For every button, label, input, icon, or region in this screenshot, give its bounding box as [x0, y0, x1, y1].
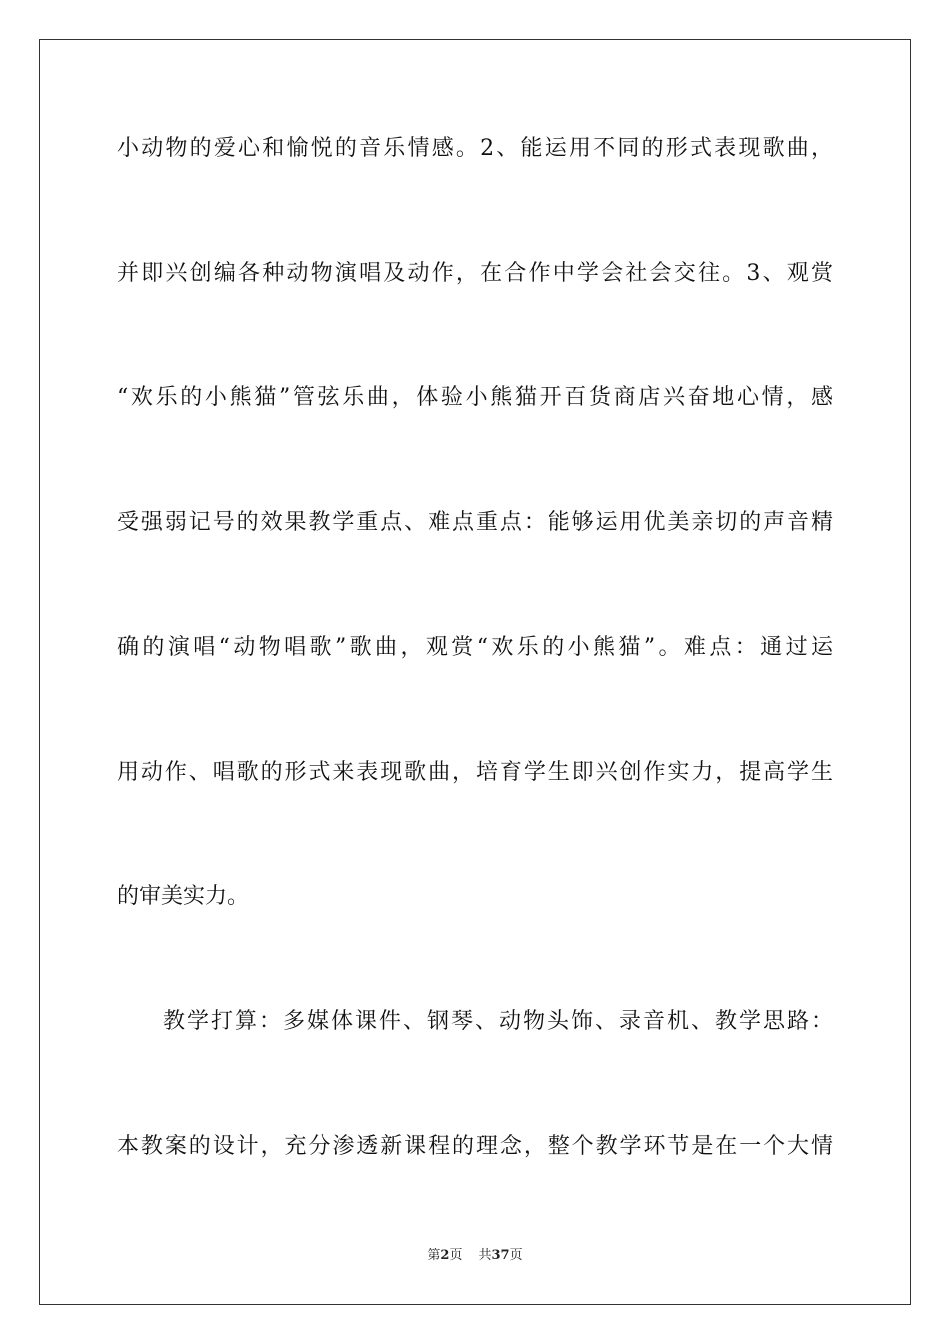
page-prefix: 第 — [427, 1248, 441, 1263]
page-border — [39, 39, 911, 1305]
page-footer — [0, 1247, 950, 1265]
total-prefix: 共 — [478, 1248, 492, 1263]
body-text-line: 小动物的爱心和愉悦的音乐情感。2、能运用不同的形式表现歌曲， — [117, 136, 833, 161]
body-text-line: “欢乐的小熊猫”管弦乐曲，体验小熊猫开百货商店兴奋地心情，感 — [117, 385, 833, 410]
body-text-line: 的审美实力。 — [117, 884, 250, 909]
body-text-line: 本教案的设计，充分渗透新课程的理念，整个教学环节是在一个大情 — [117, 1134, 833, 1159]
total-suffix: 页 — [509, 1248, 523, 1263]
body-text-line: 确的演唱“动物唱歌”歌曲，观赏“欢乐的小熊猫”。难点：通过运 — [117, 635, 833, 660]
page-number: 2 — [440, 1248, 450, 1263]
total-pages: 37 — [491, 1248, 510, 1263]
body-text-line: 受强弱记号的效果教学重点、难点重点：能够运用优美亲切的声音精 — [117, 510, 833, 535]
body-text-line: 并即兴创编各种动物演唱及动作，在合作中学会社会交往。3、观赏 — [117, 261, 833, 286]
page-suffix: 页 — [449, 1248, 463, 1263]
paragraph-first-line: 教学打算：多媒体课件、钢琴、动物头饰、录音机、教学思路： — [163, 1009, 833, 1034]
body-text-line: 用动作、唱歌的形式来表现歌曲，培育学生即兴创作实力，提高学生 — [117, 760, 833, 785]
